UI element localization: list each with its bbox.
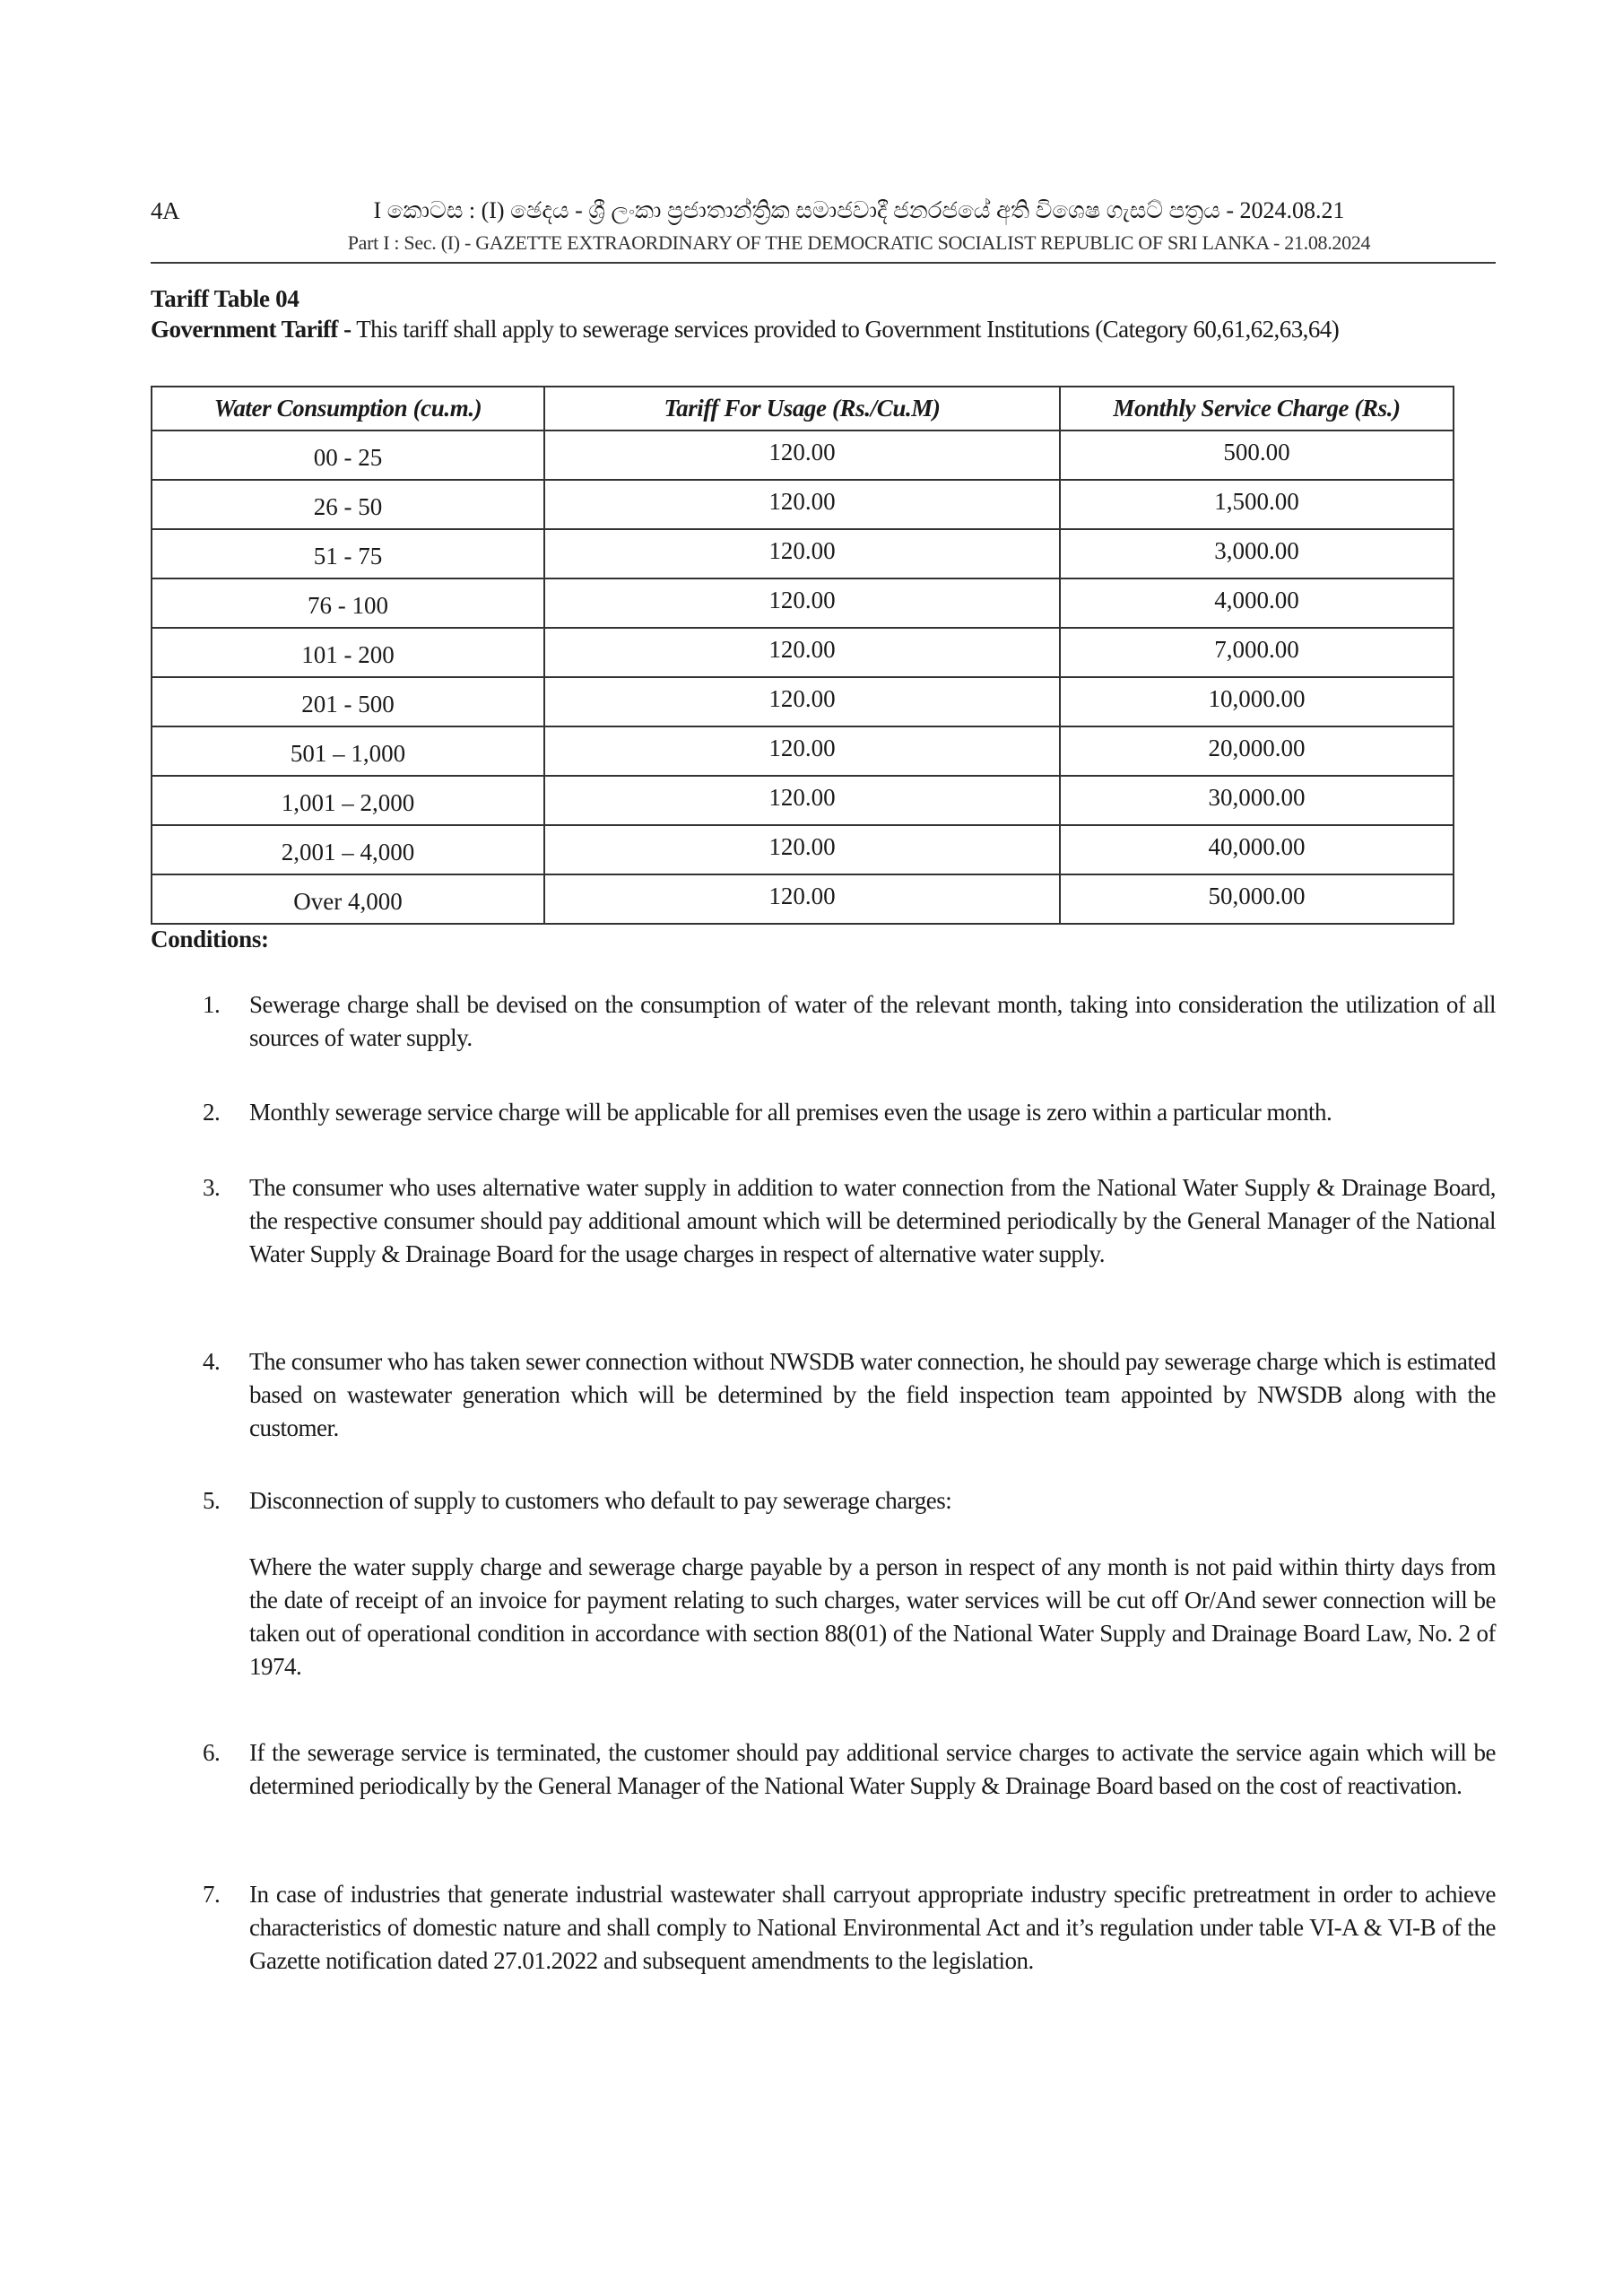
condition-number: 7.	[203, 1881, 221, 1908]
table-header-row	[152, 387, 1454, 430]
table-row	[152, 529, 1454, 578]
consumption-range-cell: Over 4,000	[152, 874, 544, 924]
consumption-range-cell: 1,001 – 2,000	[152, 776, 544, 825]
condition-item-7	[203, 1878, 1496, 1978]
service-charge-cell: 50,000.00	[1060, 874, 1454, 924]
usage-tariff-cell: 120.00	[544, 874, 1060, 924]
table-row	[152, 578, 1454, 628]
consumption-range-cell: 101 - 200	[152, 628, 544, 677]
consumption-range-cell: 76 - 100	[152, 578, 544, 628]
condition-number: 3.	[203, 1174, 221, 1201]
condition-item-6	[203, 1736, 1496, 1803]
consumption-range-cell: 51 - 75	[152, 529, 544, 578]
table-row	[152, 825, 1454, 874]
usage-tariff-cell: 120.00	[544, 430, 1060, 480]
condition-number: 2.	[203, 1099, 221, 1126]
english-gazette-title: Part I : Sec. (I) - GAZETTE EXTRAORDINARY OF THE DEMOCRATIC SOCIALIST REPUBLIC OF SRI LANKA - 21.08.2024	[347, 231, 1371, 254]
table-row	[152, 480, 1454, 529]
condition-text: The consumer who uses alternative water supply in addition to water connection from the National Water Supply & Drainage Board, the respective consumer should pay additional amount which will be determined periodically by the General Manager of the National Water Supply & Drainage Board for the usage charges in respect of alternative water supply.	[249, 1174, 1496, 1267]
consumption-range-cell: 2,001 – 4,000	[152, 825, 544, 874]
service-charge-cell: 500.00	[1060, 430, 1454, 480]
header-divider	[151, 262, 1496, 264]
tariff-description-lead: Government Tariff -	[151, 316, 352, 343]
condition-item-1	[203, 988, 1496, 1055]
condition-text: Monthly sewerage service charge will be applicable for all premises even the usage is zero within a particular month.	[249, 1099, 1332, 1126]
consumption-range-cell: 00 - 25	[152, 430, 544, 480]
service-charge-cell: 1,500.00	[1060, 480, 1454, 529]
consumption-range-cell: 201 - 500	[152, 677, 544, 726]
consumption-range-cell: 26 - 50	[152, 480, 544, 529]
service-charge-cell: 7,000.00	[1060, 628, 1454, 677]
tariff-table	[151, 386, 1454, 925]
tariff-table-title: Tariff Table 04	[151, 285, 299, 312]
column-header-water-consumption: Water Consumption (cu.m.)	[152, 387, 544, 430]
condition-text: Sewerage charge shall be devised on the consumption of water of the relevant month, taking into consideration the utilization of all sources of water supply.	[249, 991, 1496, 1051]
condition-text: In case of industries that generate industrial wastewater shall carryout appropriate industry specific pretreatment in order to achieve characteristics of domestic nature and shall comply to National Environmental Act and it’s regulation under table VI-A & VI-B of the Gazette notification dated 27.01.2022 and subsequent amendments to the legislation.	[249, 1881, 1496, 1974]
sinhala-gazette-title: I කොටස : (I) ඡෙදය - ශ්‍රී ලංකා ප්‍රජාතාන්ත්‍රික සමාජවාදී ජනරජයේ අති විශෙෂ ගැසට් පත්‍රය - 2024.08.21	[373, 197, 1345, 223]
table-row	[152, 874, 1454, 924]
condition-subtext: Where the water supply charge and sewerage charge payable by a person in respect of any month is not paid within thirty days from the date of receipt of an invoice for payment relating to such charges, water services will be cut off Or/And sewer connection will be taken out of operational condition in accordance with section 88(01) of the National Water Supply and Drainage Board Law, No. 2 of 1974.	[249, 1553, 1496, 1680]
column-header-tariff-for-usage: Tariff For Usage (Rs./Cu.M)	[544, 387, 1060, 430]
condition-item-2	[203, 1096, 1496, 1129]
service-charge-cell: 40,000.00	[1060, 825, 1454, 874]
condition-text: Disconnection of supply to customers who default to pay sewerage charges:	[249, 1487, 952, 1514]
condition-number: 1.	[203, 991, 221, 1018]
service-charge-cell: 30,000.00	[1060, 776, 1454, 825]
usage-tariff-cell: 120.00	[544, 677, 1060, 726]
condition-item-5	[203, 1484, 1496, 1683]
usage-tariff-cell: 120.00	[544, 529, 1060, 578]
service-charge-cell: 3,000.00	[1060, 529, 1454, 578]
condition-text: The consumer who has taken sewer connection without NWSDB water connection, he should pay sewerage charge which is estimated based on wastewater generation which will be determined by the field inspection team appointed by NWSDB along with the customer.	[249, 1348, 1496, 1441]
table-row	[152, 776, 1454, 825]
condition-number: 4.	[203, 1348, 221, 1375]
service-charge-cell: 20,000.00	[1060, 726, 1454, 776]
table-row	[152, 628, 1454, 677]
service-charge-cell: 10,000.00	[1060, 677, 1454, 726]
usage-tariff-cell: 120.00	[544, 726, 1060, 776]
condition-number: 6.	[203, 1739, 221, 1766]
condition-text: If the sewerage service is terminated, the customer should pay additional service charges to activate the service again which will be determined periodically by the General Manager of the National Water Supply & Drainage Board based on the cost of reactivation.	[249, 1739, 1496, 1799]
table-row	[152, 430, 1454, 480]
condition-item-4	[203, 1345, 1496, 1445]
usage-tariff-cell: 120.00	[544, 776, 1060, 825]
usage-tariff-cell: 120.00	[544, 480, 1060, 529]
service-charge-cell: 4,000.00	[1060, 578, 1454, 628]
page-number: 4A	[151, 197, 179, 224]
tariff-description	[151, 316, 1496, 344]
table-row	[152, 726, 1454, 776]
usage-tariff-cell: 120.00	[544, 578, 1060, 628]
running-header	[151, 196, 1496, 267]
tariff-description-text: This tariff shall apply to sewerage services provided to Government Institutions (Category 60,61,62,63,64)	[351, 316, 1340, 343]
condition-number: 5.	[203, 1487, 221, 1514]
table-row	[152, 677, 1454, 726]
usage-tariff-cell: 120.00	[544, 628, 1060, 677]
column-header-monthly-service-charge: Monthly Service Charge (Rs.)	[1060, 387, 1454, 430]
usage-tariff-cell: 120.00	[544, 825, 1060, 874]
consumption-range-cell: 501 – 1,000	[152, 726, 544, 776]
conditions-heading: Conditions:	[151, 926, 269, 952]
condition-item-3	[203, 1171, 1496, 1271]
